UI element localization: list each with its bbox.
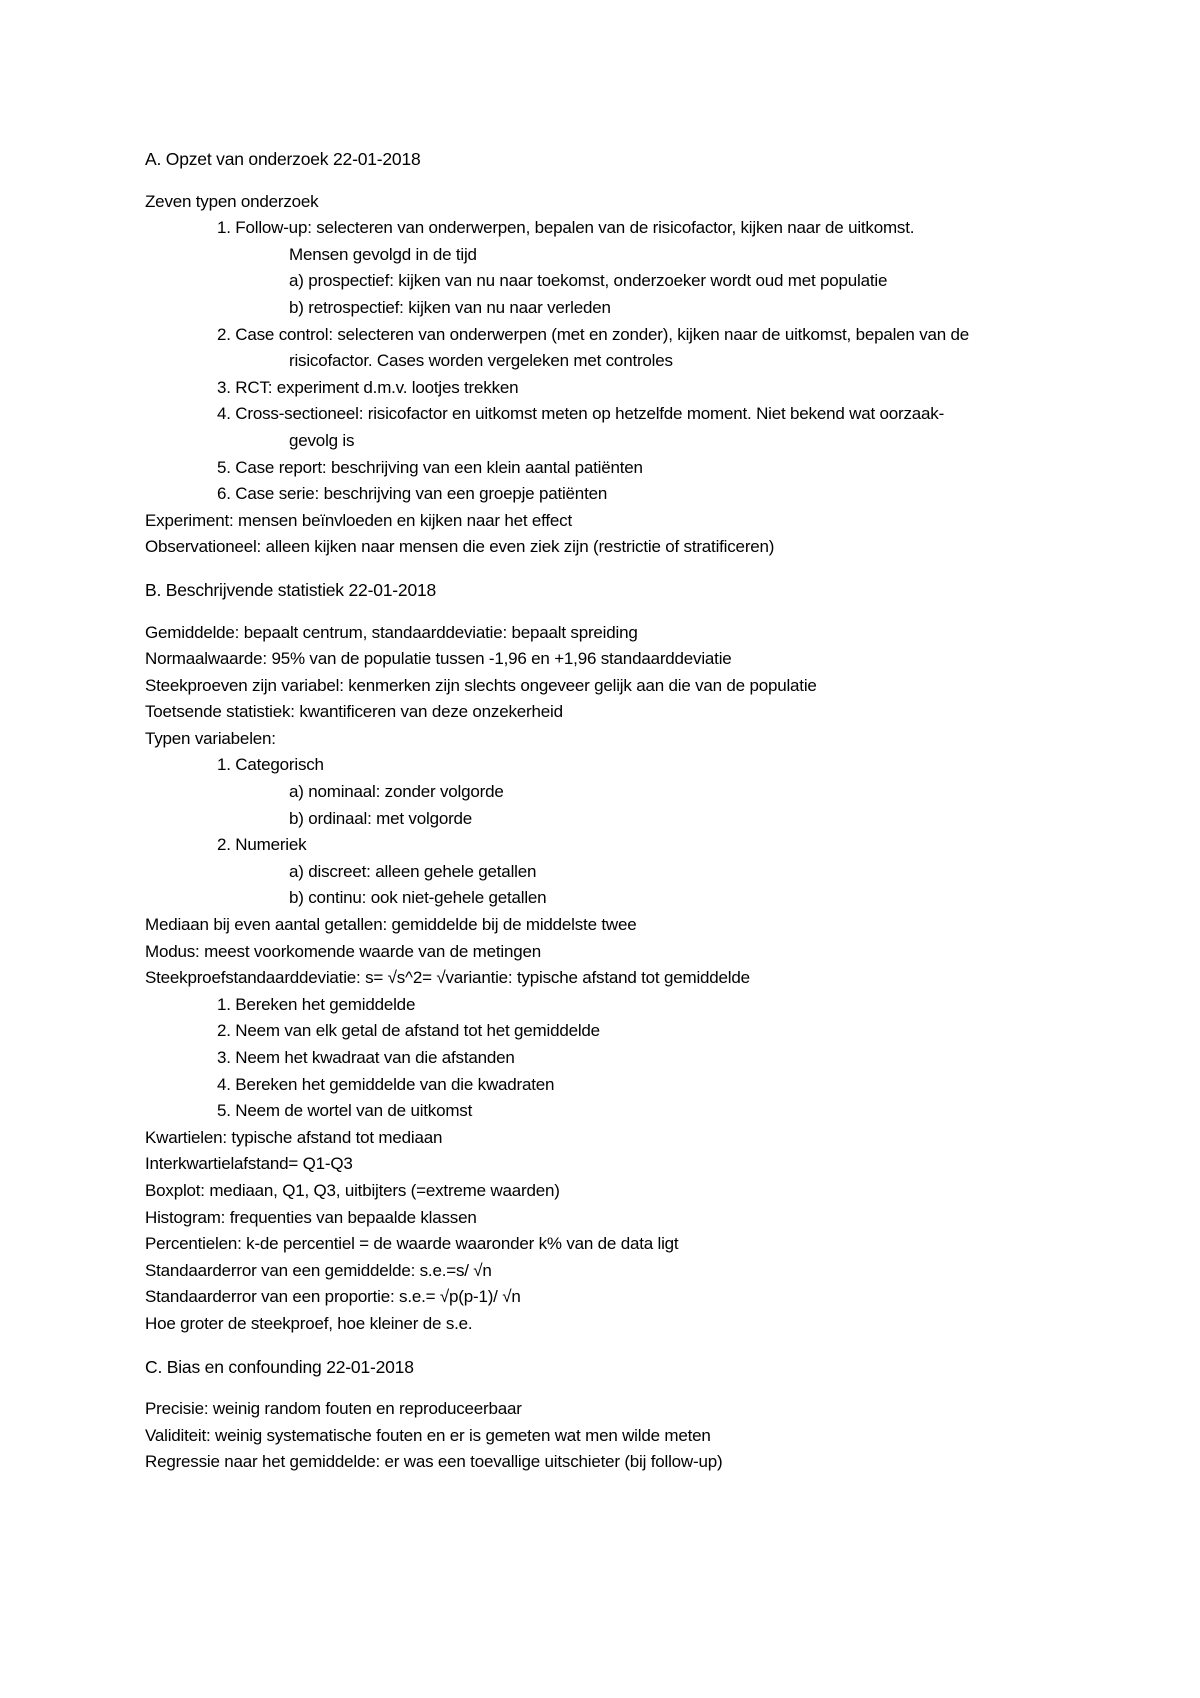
text-line: Normaalwaarde: 95% van de populatie tussen -1,96 en +1,96 standaarddeviatie — [145, 649, 732, 669]
list-item: a) nominaal: zonder volgorde — [289, 782, 504, 802]
text-line: Zeven typen onderzoek — [145, 191, 319, 211]
text-line: Boxplot: mediaan, Q1, Q3, uitbijters (=extreme waarden) — [145, 1180, 560, 1200]
text-line: Standaarderror van een proportie: s.e.= √p(p-1)/ √n — [145, 1287, 521, 1307]
text-line: Experiment: mensen beïnvloeden en kijken naar het effect — [145, 510, 572, 530]
list-item: 6. Case serie: beschrijving van een groepje patiënten — [217, 484, 608, 504]
section-heading: C. Bias en confounding 22-01-2018 — [145, 1356, 414, 1377]
list-item: risicofactor. Cases worden vergeleken met controles — [289, 351, 673, 371]
text-line: Typen variabelen: — [145, 728, 276, 748]
list-item: gevolg is — [289, 430, 355, 450]
list-item: 4. Cross-sectioneel: risicofactor en uitkomst meten op hetzelfde moment. Niet bekend wat oorzaak- — [217, 404, 945, 424]
list-item: 5. Neem de wortel van de uitkomst — [217, 1101, 473, 1121]
list-item: 4. Bereken het gemiddelde van die kwadraten — [217, 1074, 555, 1094]
text-line: Interkwartielafstand= Q1-Q3 — [145, 1154, 353, 1174]
text-line: Gemiddelde: bepaalt centrum, standaarddeviatie: bepaalt spreiding — [145, 622, 638, 642]
text-line: Precisie: weinig random fouten en reproduceerbaar — [145, 1399, 522, 1419]
list-item: 1. Follow-up: selecteren van onderwerpen, bepalen van de risicofactor, kijken naar de uitkomst. — [217, 218, 915, 238]
list-item: 1. Bereken het gemiddelde — [217, 994, 416, 1014]
section — [145, 1354, 1105, 1476]
list-item: 5. Case report: beschrijving van een klein aantal patiënten — [217, 457, 643, 477]
list-item: b) retrospectief: kijken van nu naar verleden — [289, 297, 611, 317]
section-heading: B. Beschrijvende statistiek 22-01-2018 — [145, 579, 437, 600]
list-item: 2. Neem van elk getal de afstand tot het gemiddelde — [217, 1021, 600, 1041]
list-item: 2. Case control: selecteren van onderwerpen (met en zonder), kijken naar de uitkomst, bepalen van de — [217, 324, 970, 344]
text-line: Regressie naar het gemiddelde: er was een toevallige uitschieter (bij follow-up) — [145, 1452, 723, 1472]
list-item: 2. Numeriek — [217, 835, 307, 855]
text-line: Toetsende statistiek: kwantificeren van deze onzekerheid — [145, 702, 563, 722]
list-item: a) prospectief: kijken van nu naar toekomst, onderzoeker wordt oud met populatie — [289, 271, 888, 291]
list-item: b) continu: ook niet-gehele getallen — [289, 888, 547, 908]
list-item: b) ordinaal: met volgorde — [289, 808, 473, 828]
text-line: Validiteit: weinig systematische fouten en er is gemeten wat men wilde meten — [145, 1425, 711, 1445]
list-item: a) discreet: alleen gehele getallen — [289, 861, 537, 881]
text-line: Percentielen: k-de percentiel = de waarde waaronder k% van de data ligt — [145, 1234, 679, 1254]
text-line: Steekproefstandaarddeviatie: s= √s^2= √variantie: typische afstand tot gemiddelde — [145, 968, 750, 988]
section — [145, 577, 1105, 1338]
text-line: Standaarderror van een gemiddelde: s.e.=s/ √n — [145, 1260, 492, 1280]
text-line: Histogram: frequenties van bepaalde klassen — [145, 1207, 477, 1227]
section — [145, 146, 1105, 561]
section-heading: A. Opzet van onderzoek 22-01-2018 — [145, 149, 421, 169]
text-line: Mediaan bij even aantal getallen: gemiddelde bij de middelste twee — [145, 915, 637, 935]
text-line: Steekproeven zijn variabel: kenmerken zijn slechts ongeveer gelijk aan die van de populatie — [145, 675, 817, 695]
document-body — [145, 146, 1105, 1476]
list-item: 3. Neem het kwadraat van die afstanden — [217, 1048, 515, 1067]
text-line: Observationeel: alleen kijken naar mensen die even ziek zijn (restrictie of stratificeren) — [145, 537, 775, 557]
text-line: Hoe groter de steekproef, hoe kleiner de s.e. — [145, 1313, 473, 1333]
text-line: Modus: meest voorkomende waarde van de metingen — [145, 941, 541, 961]
list-item: 1. Categorisch — [217, 755, 324, 775]
list-item: Mensen gevolgd in de tijd — [289, 244, 477, 264]
list-item: 3. RCT: experiment d.m.v. lootjes trekken — [217, 377, 519, 397]
text-line: Kwartielen: typische afstand tot mediaan — [145, 1127, 443, 1147]
